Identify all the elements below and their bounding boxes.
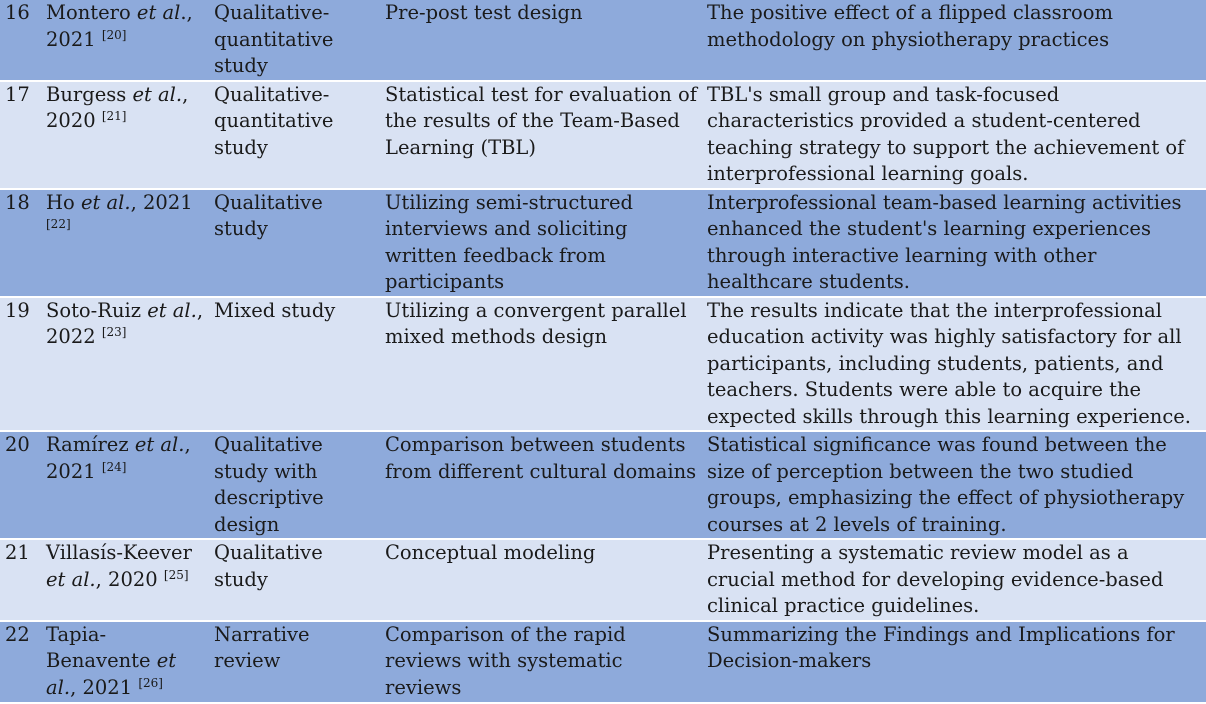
table-row: [0, 0, 1206, 81]
table-row: [0, 189, 1206, 297]
author-cell: Ho et al., 2021 [22]: [40, 189, 208, 297]
table-row: [0, 81, 1206, 189]
author-cell: Soto-Ruiz et al., 2022 [23]: [40, 297, 208, 432]
study-type-cell: Qualitative study: [208, 189, 379, 297]
study-type-cell: Qualitative-quantitative study: [208, 81, 379, 189]
study-type-cell: Qualitative study with descriptive design: [208, 431, 379, 539]
reference-number: [22]: [46, 217, 71, 231]
method-cell: Comparison between students from different cultural domains: [379, 431, 701, 539]
method-cell: Statistical test for evaluation of the results of the Team-Based Learning (TBL): [379, 81, 701, 189]
table-row: [0, 621, 1206, 703]
reference-number: [20]: [101, 27, 127, 42]
table-row: [0, 431, 1206, 539]
study-type-cell: Qualitative-quantitative study: [208, 0, 379, 81]
table-row: [0, 297, 1206, 432]
reference-number: [23]: [101, 325, 127, 339]
author-cell: Burgess et al., 2020 [21]: [40, 81, 208, 189]
finding-cell: Statistical significance was found between the size of perception between the two studied groups, emphasizing the effect of physiotherapy courses at 2 levels of training.: [701, 431, 1206, 539]
finding-cell: Presenting a systematic review model as a crucial method for developing evidence-based clinical practice guidelines.: [701, 539, 1206, 621]
method-cell: Utilizing a convergent parallel mixed methods design: [379, 297, 701, 432]
author-cell: Villasís-Keever et al., 2020 [25]: [40, 539, 208, 621]
method-cell: Conceptual modeling: [379, 539, 701, 621]
method-cell: Pre-post test design: [379, 0, 701, 81]
row-number: 22: [0, 621, 40, 703]
study-type-cell: Qualitative study: [208, 539, 379, 621]
row-number: 18: [0, 189, 40, 297]
row-number: 19: [0, 297, 40, 432]
study-type-cell: Narrative review: [208, 621, 379, 703]
row-number: 16: [0, 0, 40, 81]
finding-cell: The positive effect of a flipped classroom methodology on physiotherapy practices: [701, 0, 1206, 81]
finding-cell: The results indicate that the interprofessional education activity was highly satisfactory for all participants, including students, patients, and teachers. Students were able to acquire the expected skills through this learning experience.: [701, 297, 1206, 432]
author-cell: Tapia-Benavente et al., 2021 [26]: [40, 621, 208, 703]
row-number: 21: [0, 539, 40, 621]
row-number: 17: [0, 81, 40, 189]
finding-cell: Interprofessional team-based learning activities enhanced the student's learning experiences through interactive learning with other healthcare students.: [701, 189, 1206, 297]
finding-cell: Summarizing the Findings and Implications for Decision-makers: [701, 621, 1206, 703]
reference-number: [21]: [101, 109, 127, 123]
author-cell: Ramírez et al., 2021 [24]: [40, 431, 208, 539]
method-cell: Comparison of the rapid reviews with systematic reviews: [379, 621, 701, 703]
study-type-cell: Mixed study: [208, 297, 379, 432]
author-cell: Montero et al., 2021 [20]: [40, 0, 208, 81]
reference-number: [24]: [101, 459, 127, 474]
reference-number: [26]: [138, 675, 163, 690]
row-number: 20: [0, 431, 40, 539]
reference-number: [25]: [163, 567, 189, 582]
finding-cell: TBL's small group and task-focused characteristics provided a student-centered teaching strategy to support the achievement of interprofessional learning goals.: [701, 81, 1206, 189]
method-cell: Utilizing semi-structured interviews and soliciting written feedback from participants: [379, 189, 701, 297]
table-row: [0, 539, 1206, 621]
